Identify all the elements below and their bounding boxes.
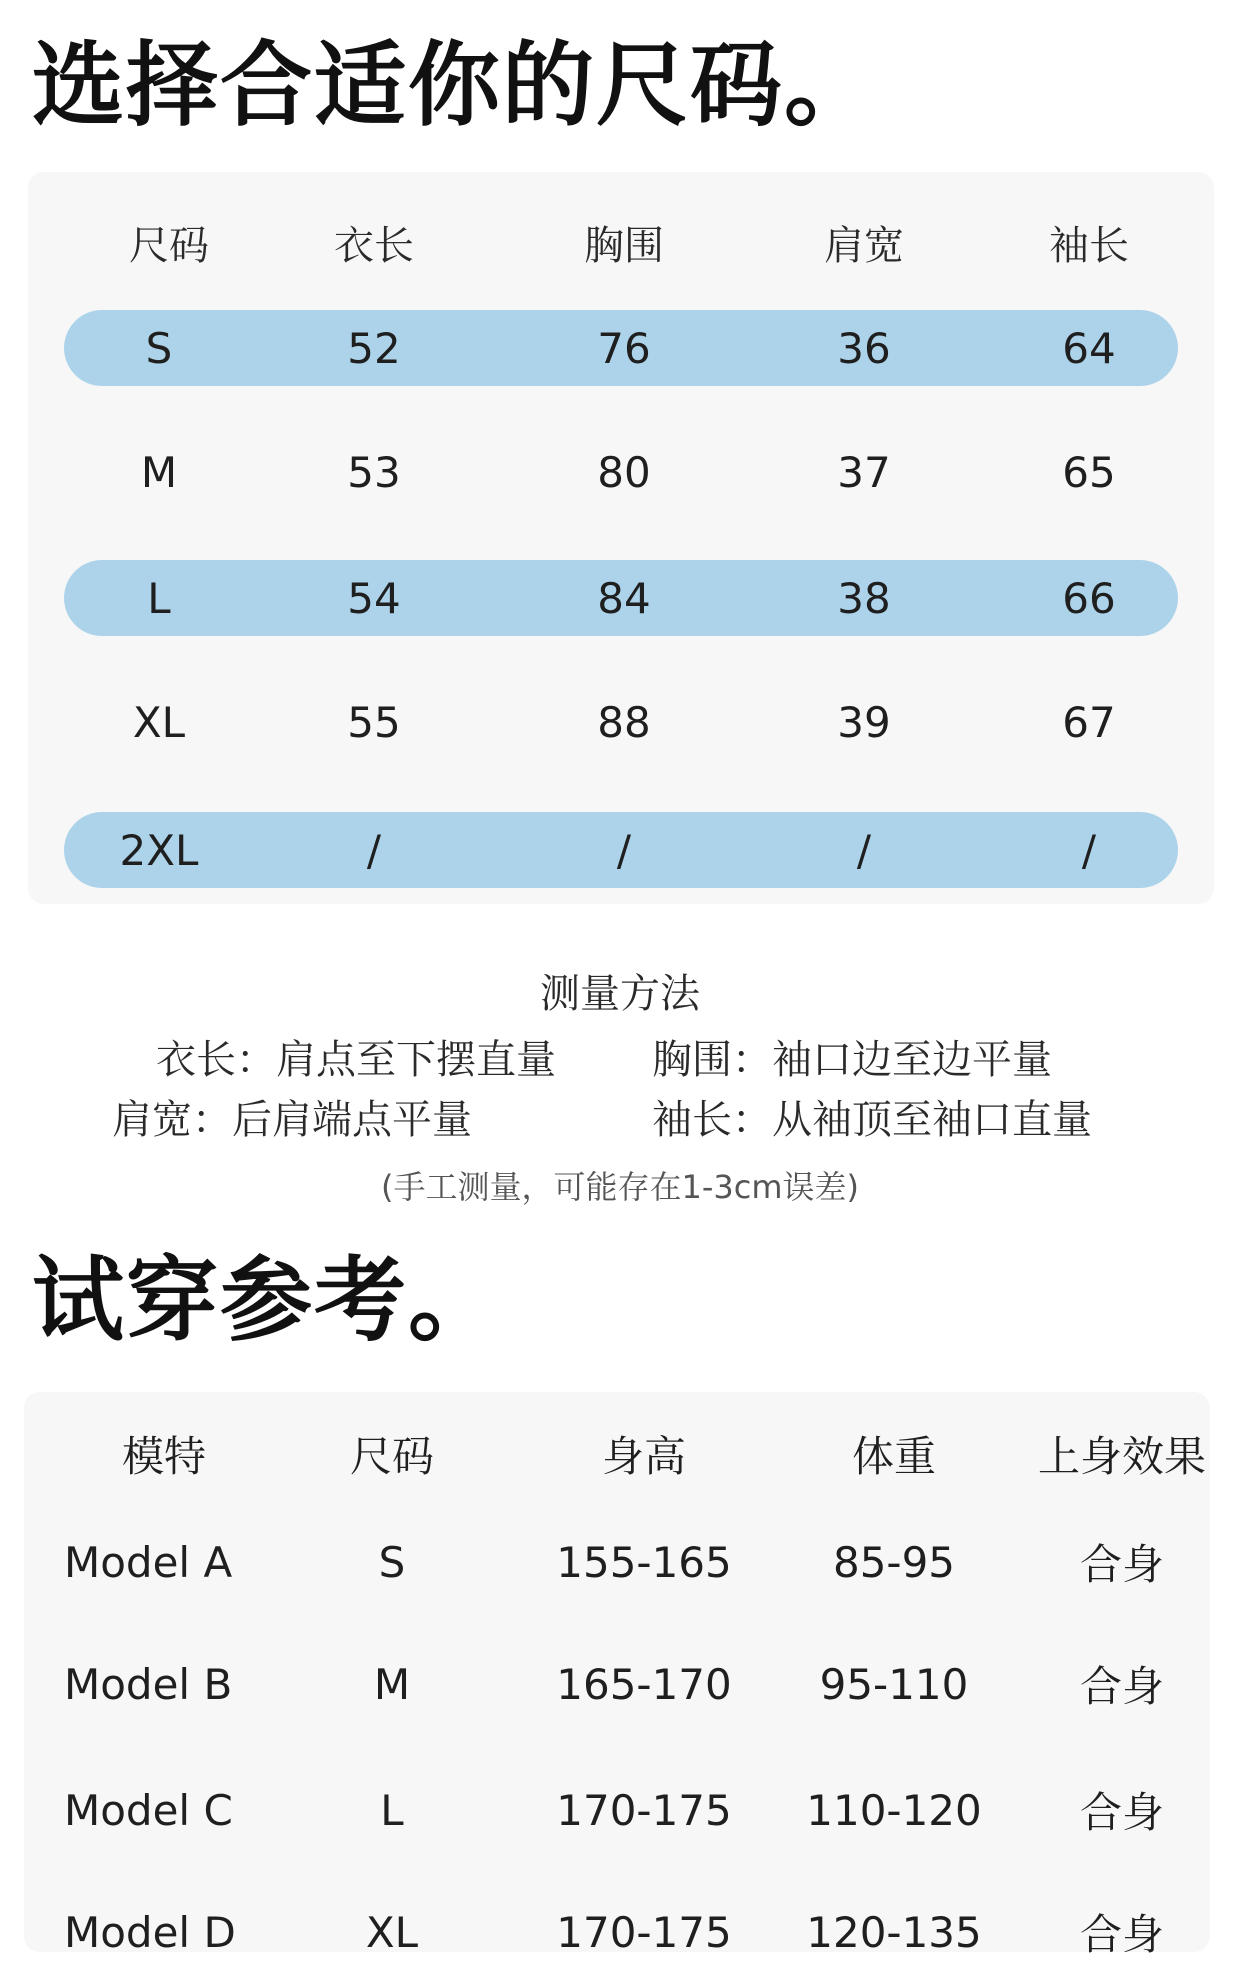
chest-value: 88: [597, 697, 651, 747]
size-label: 2XL: [119, 825, 199, 875]
chest-value: 76: [597, 323, 651, 373]
measurement-shoulder: 肩宽：后肩端点平量: [112, 1097, 472, 1143]
length-value: 55: [347, 697, 401, 747]
model-height: 170-175: [556, 1907, 732, 1957]
try-row-model-b: [24, 1644, 1210, 1724]
header-model: 模特: [121, 1432, 206, 1481]
shoulder-value: 37: [837, 447, 891, 497]
model-height: 165-170: [556, 1659, 732, 1709]
model-size: M: [373, 1659, 411, 1709]
shoulder-value: 39: [837, 697, 891, 747]
model-height: 170-175: [556, 1785, 732, 1835]
sleeve-value: 67: [1062, 697, 1116, 747]
shoulder-value: /: [856, 825, 872, 875]
size-table-header: [64, 202, 1178, 282]
measurement-chest: 胸围：袖口边至边平量: [652, 1037, 1052, 1083]
measurement-title: 测量方法: [540, 971, 700, 1017]
size-label: S: [145, 323, 173, 373]
try-on-table: [24, 1392, 1210, 1959]
model-weight: 110-120: [806, 1785, 982, 1835]
model-size: L: [380, 1785, 404, 1835]
model-weight: 95-110: [819, 1659, 969, 1709]
header-height: 身高: [601, 1432, 686, 1481]
header-size: 尺码: [129, 222, 209, 269]
size-section-title: 选择合适你的尺码。: [32, 32, 879, 139]
chest-value: 80: [597, 447, 651, 497]
measurement-sleeve: 袖长：从袖顶至袖口直量: [652, 1097, 1092, 1143]
size-label: L: [147, 573, 171, 623]
size-row-s: [64, 310, 1178, 386]
length-value: /: [366, 825, 382, 875]
try-table-header: [24, 1414, 1210, 1494]
size-label: M: [140, 447, 178, 497]
size-label: XL: [132, 697, 186, 747]
chest-value: /: [616, 825, 632, 875]
model-name: Model B: [64, 1659, 233, 1709]
model-size: XL: [365, 1907, 419, 1957]
header-chest: 胸围: [584, 222, 664, 269]
sleeve-value: /: [1081, 825, 1097, 875]
model-height: 155-165: [556, 1537, 732, 1587]
model-fit: 合身: [1079, 1788, 1164, 1837]
model-weight: 85-95: [832, 1537, 956, 1587]
length-value: 52: [347, 323, 401, 373]
sleeve-value: 66: [1062, 573, 1116, 623]
model-weight: 120-135: [806, 1907, 982, 1957]
size-row-2xl: [64, 812, 1178, 888]
sleeve-value: 65: [1062, 447, 1116, 497]
model-name: Model D: [64, 1907, 236, 1957]
model-fit: 合身: [1079, 1540, 1164, 1589]
try-row-model-d: [24, 1892, 1210, 1972]
measurement-note: (手工测量，可能存在1-3cm误差): [380, 1168, 859, 1206]
try-row-model-c: [24, 1770, 1210, 1850]
model-fit: 合身: [1079, 1910, 1164, 1959]
try-row-model-a: [24, 1522, 1210, 1602]
length-value: 54: [347, 573, 401, 623]
sleeve-value: 64: [1062, 323, 1116, 373]
header-sleeve: 袖长: [1049, 222, 1129, 269]
shoulder-value: 38: [837, 573, 891, 623]
header-fit: 上身效果: [1037, 1432, 1206, 1481]
try-section-title: 试穿参考。: [32, 1247, 503, 1354]
header-shoulder: 肩宽: [824, 222, 904, 269]
header-length: 衣长: [334, 222, 414, 269]
length-value: 53: [347, 447, 401, 497]
shoulder-value: 36: [837, 323, 891, 373]
size-row-m: [64, 434, 1178, 510]
size-row-xl: [64, 684, 1178, 760]
header-size: 尺码: [349, 1432, 434, 1481]
model-size: S: [378, 1537, 406, 1587]
size-table: [28, 172, 1214, 904]
model-name: Model A: [64, 1537, 233, 1587]
chest-value: 84: [597, 573, 651, 623]
size-row-l: [64, 560, 1178, 636]
measurement-length: 衣长：肩点至下摆直量: [156, 1037, 556, 1083]
model-name: Model C: [64, 1785, 233, 1835]
model-fit: 合身: [1079, 1662, 1164, 1711]
header-weight: 体重: [851, 1432, 936, 1481]
